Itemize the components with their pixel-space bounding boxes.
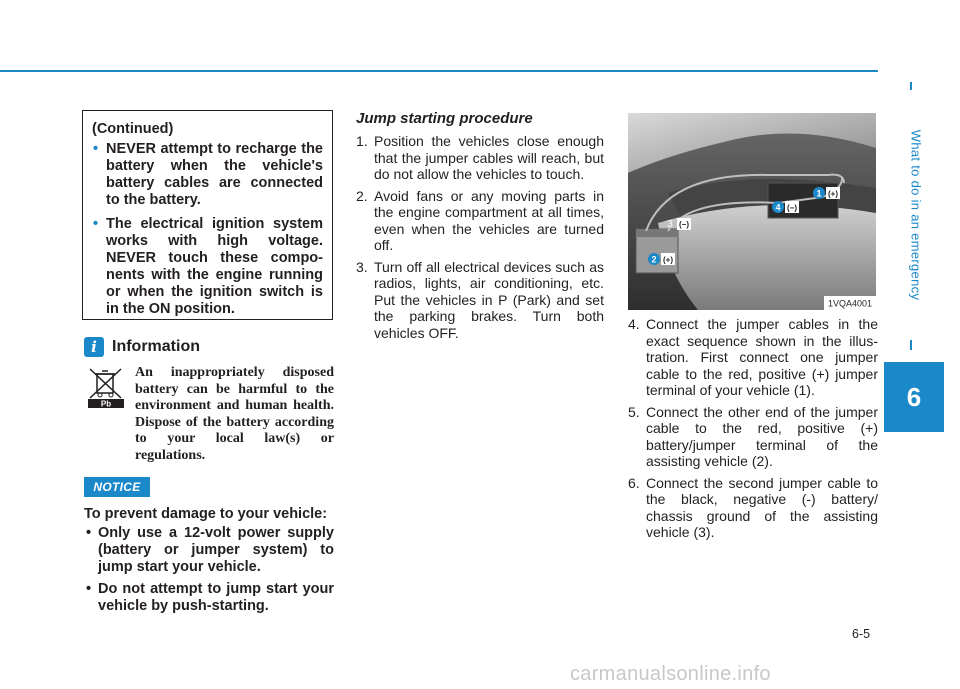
notice-heading: To prevent damage to your vehicle: <box>84 506 328 522</box>
warning-item: • NEVER attempt to recharge the battery when the vehicle's battery cables are connected to the battery. <box>92 141 323 209</box>
bin-label: Pb <box>100 399 112 409</box>
info-icon: i <box>84 337 104 357</box>
step-number: 2. <box>356 187 368 204</box>
warning-list <box>92 141 323 318</box>
callout-sign: (+) <box>828 189 838 199</box>
step-text: Turn off all electrical devices such as radios, lights, air conditioning, etc. Put the vehicles in P (Park) and set the parking brakes. Turn both vehicles OFF. <box>374 258 604 341</box>
procedure-step <box>628 475 878 541</box>
step-text: Avoid fans or any moving parts in the engine compartment at all times, even when the vehicles are turned off. <box>374 187 604 253</box>
step-number: 4. <box>628 316 640 332</box>
page-number: 6-5 <box>852 627 871 641</box>
callout-sign: (−) <box>679 220 689 229</box>
notice-item: • Do not attempt to jump start your vehicle by push-starting. <box>84 581 334 615</box>
step-number: 5. <box>628 403 640 420</box>
warning-continued: (Continued) <box>92 121 174 137</box>
notice-item: • Only use a 12-volt power supply (battery or jumper system) to jump start your vehicle. <box>84 525 334 576</box>
crossed-out-bin-icon <box>86 365 126 409</box>
information-header <box>84 337 200 357</box>
procedure-step <box>356 259 604 342</box>
procedure-step <box>356 133 604 183</box>
callout-number: 2 <box>651 254 657 265</box>
side-tab-label: What to do in an emergency <box>908 129 924 301</box>
chapter-number: 6 <box>884 362 944 432</box>
notice-tag: NOTICE <box>84 477 150 497</box>
procedure-step <box>628 316 878 399</box>
callout-number: 1 <box>816 188 822 199</box>
notice-list <box>84 525 334 620</box>
procedure-steps-right <box>628 316 878 546</box>
information-text: An inappropriately disposed battery can be harmful to the environment and human health. Dispose of the battery according to your local law(s) or regulations. <box>135 365 334 463</box>
information-title: Information <box>112 338 200 355</box>
top-rule <box>0 70 878 72</box>
step-number: 1. <box>356 133 368 149</box>
step-text: Connect the other end of the jumper cable to the red, positive (+) battery/jumper terminal of the assisting vehicle (2). <box>646 403 878 469</box>
footer-watermark: carmanualsonline.info <box>570 663 771 685</box>
warning-item: • The electrical ignition system works with high voltage. NEVER touch these compo-nents with the engine running or when the ignition switch is in the ON position. <box>92 216 323 318</box>
callout-number: 4 <box>775 202 781 213</box>
callout-sign: (+) <box>663 255 673 265</box>
side-tab <box>886 90 946 340</box>
warning-box <box>82 110 333 320</box>
jump-start-illustration <box>628 113 876 310</box>
step-text: Position the vehicles close enough that the jumper cables will reach, but do not allow the vehicles to touch. <box>374 133 604 182</box>
procedure-step <box>628 404 878 470</box>
step-number: 3. <box>356 258 368 275</box>
step-text: Connect the jumper cables in the exact sequence shown in the illus-tration. First connect one jumper cable to the red, positive (+) jumper terminal of your vehicle (1). <box>646 316 878 398</box>
step-text: Connect the second jumper cable to the black, negative (-) battery/ chassis ground of the assisting vehicle (3). <box>646 474 878 540</box>
callout-number: 3 <box>667 219 673 230</box>
illustration-code: 1VQA4001 <box>827 298 873 309</box>
callout-sign: (−) <box>787 203 797 213</box>
procedure-step <box>356 188 604 254</box>
procedure-title: Jump starting procedure <box>356 110 533 127</box>
procedure-steps-left <box>356 133 604 346</box>
step-number: 6. <box>628 474 640 491</box>
